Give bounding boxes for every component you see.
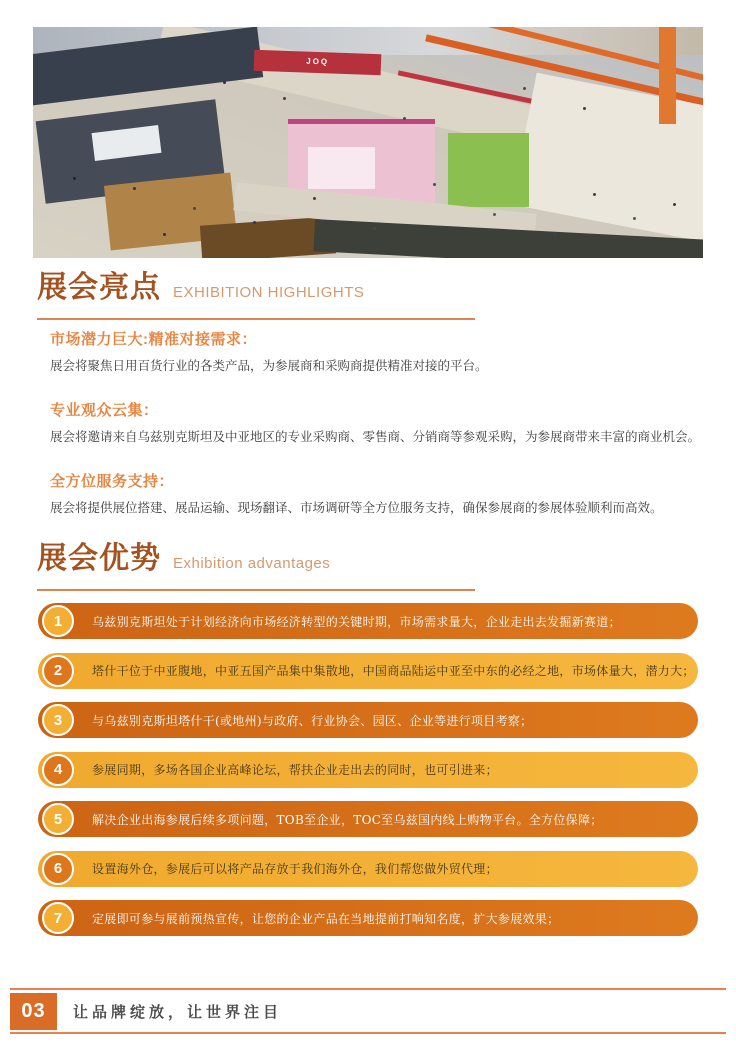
advantage-text: 塔什干位于中亚腹地，中亚五国产品集中集散地，中国商品陆运中亚至中东的必经之地，市场体量大，潜力大； xyxy=(92,664,695,678)
advantages-divider xyxy=(37,589,475,591)
advantage-number-badge: 6 xyxy=(42,853,74,885)
highlight-item xyxy=(50,399,700,447)
footer-top-rule xyxy=(10,988,726,990)
advantage-pill-1 xyxy=(38,603,698,639)
highlight-heading: 全方位服务支持： xyxy=(50,472,175,490)
advantage-number-badge: 5 xyxy=(42,803,74,835)
photo-joq-banner: JOQ xyxy=(254,50,382,75)
advantage-pill-3 xyxy=(38,702,698,738)
highlights-title-en: EXHIBITION HIGHLIGHTS xyxy=(173,284,365,301)
exhibition-photo xyxy=(33,27,703,258)
highlight-item xyxy=(50,328,700,376)
highlights-title-zh: 展会亮点 xyxy=(37,271,161,304)
advantage-number-badge: 4 xyxy=(42,754,74,786)
advantage-text: 解决企业出海参展后续多项问题，TOB至企业，TOC至乌兹国内线上购物平台。全方位保障； xyxy=(92,812,603,827)
advantage-text: 设置海外仓，参展后可以将产品存放于我们海外仓，我们帮您做外贸代理； xyxy=(92,862,498,876)
highlight-body: 展会将聚焦日用百货行业的各类产品，为参展商和采购商提供精准对接的平台。 xyxy=(50,358,488,373)
advantages-list xyxy=(38,603,698,950)
photo-pink-booth-inner xyxy=(308,147,375,189)
photo-orange-column xyxy=(659,27,676,124)
highlight-heading: 市场潜力巨大:精准对接需求： xyxy=(50,331,257,348)
highlights-header xyxy=(37,262,475,320)
advantages-title-en: Exhibition advantages xyxy=(173,555,331,572)
advantages-header xyxy=(37,533,475,591)
highlights-list xyxy=(50,328,700,540)
advantages-title-zh: 展会优势 xyxy=(37,542,161,575)
highlights-divider xyxy=(37,318,475,320)
highlight-body: 展会将提供展位搭建、展品运输、现场翻译、市场调研等全方位服务支持，确保参展商的参展体验顺利而高效。 xyxy=(50,499,663,515)
advantage-text: 与乌兹别克斯坦塔什干(或地州)与政府、行业协会、园区、企业等进行项目考察； xyxy=(92,713,533,728)
advantage-number-badge: 3 xyxy=(42,704,74,736)
footer-bottom-rule xyxy=(10,1032,726,1034)
advantage-pill-5 xyxy=(38,801,698,837)
advantage-text: 乌兹别克斯坦处于计划经济向市场经济转型的关键时期，市场需求量大，企业走出去发掘新赛道； xyxy=(92,614,621,629)
highlight-body: 展会将邀请来自乌兹别克斯坦及中亚地区的专业采购商、零售商、分销商等参观采购，为参展商带来丰富的商业机会。 xyxy=(50,428,701,444)
highlight-item xyxy=(50,470,700,518)
advantage-pill-6 xyxy=(38,851,698,887)
advantage-pill-4 xyxy=(38,752,698,788)
advantage-pill-7 xyxy=(38,900,698,936)
advantage-number-badge: 7 xyxy=(42,902,74,934)
advantage-number-badge: 2 xyxy=(42,655,74,687)
photo-crowd-dots xyxy=(73,177,76,180)
page-number: 03 xyxy=(10,993,57,1030)
highlight-heading: 专业观众云集： xyxy=(50,401,159,419)
footer-slogan: 让品牌绽放，让世界注目 xyxy=(73,1004,283,1021)
advantage-text: 参展同期，多场各国企业高峰论坛，帮扶企业走出去的同时，也可引进来； xyxy=(92,763,498,777)
advantage-number-badge: 1 xyxy=(42,605,74,637)
advantage-pill-2 xyxy=(38,653,698,689)
photo-green-booth xyxy=(448,133,528,207)
advantage-text: 定展即可参与展前预热宣传，让您的企业产品在当地提前打响知名度，扩大参展效果； xyxy=(92,911,560,926)
